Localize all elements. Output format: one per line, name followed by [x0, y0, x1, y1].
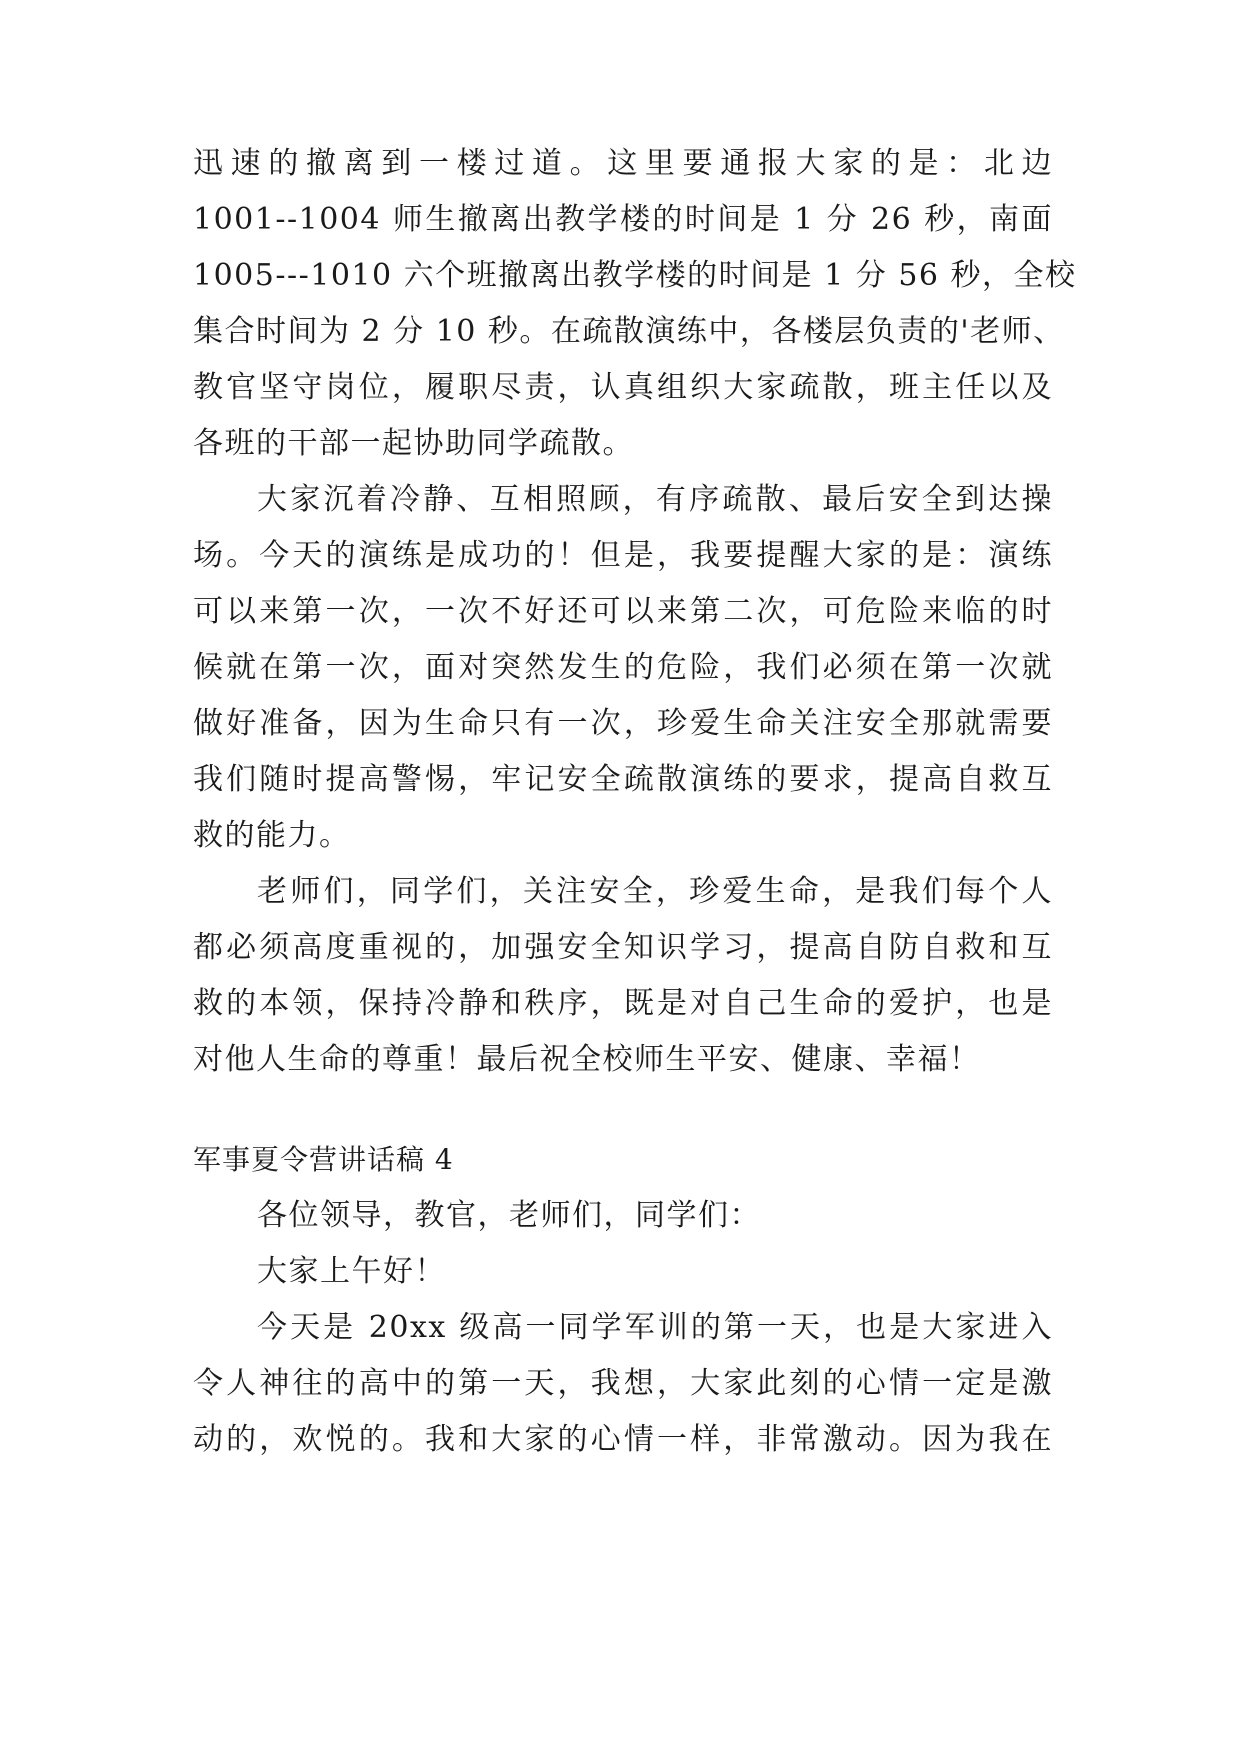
document-page	[193, 0, 1077, 1754]
greeting: 各位领导，教官，老师们，同学们：	[257, 1198, 761, 1233]
paragraph-3-line-4: 对他人生命的尊重！最后祝全校师生平安、健康、幸福！	[193, 1042, 981, 1077]
paragraph-2-line-1: 大家沉着冷静、互相照顾，有序疏散、最后安全到达操	[257, 482, 1053, 517]
paragraph-2-line-5: 做好准备，因为生命只有一次，珍爱生命关注安全那就需要	[193, 706, 1053, 741]
paragraph-3-line-2: 都必须高度重视的，加强安全知识学习，提高自防自救和互	[193, 930, 1053, 965]
final-paragraph-line-1: 今天是 20xx 级高一同学军训的第一天，也是大家进入	[257, 1310, 1053, 1345]
paragraph-1-line-1: 迅速的撤离到一楼过道。这里要通报大家的是：北边	[193, 146, 1053, 181]
paragraph-1-line-6: 各班的干部一起协助同学疏散。	[193, 426, 634, 461]
final-paragraph-line-2: 令人神往的高中的第一天，我想，大家此刻的心情一定是激	[193, 1366, 1053, 1401]
paragraph-2-line-4: 候就在第一次，面对突然发生的危险，我们必须在第一次就	[193, 650, 1053, 685]
paragraph-3-line-3: 救的本领，保持冷静和秩序，既是对自己生命的爱护，也是	[193, 986, 1053, 1021]
paragraph-1-line-4: 集合时间为 2 分 10 秒。在疏散演练中，各楼层负责的'老师、	[193, 314, 1065, 349]
final-paragraph-line-3: 动的，欢悦的。我和大家的心情一样，非常激动。因为我在	[193, 1422, 1053, 1457]
paragraph-2-line-2: 场。今天的演练是成功的！但是，我要提醒大家的是：演练	[193, 538, 1053, 573]
paragraph-2-line-6: 我们随时提高警惕，牢记安全疏散演练的要求，提高自救互	[193, 762, 1053, 797]
salutation: 大家上午好！	[257, 1254, 446, 1289]
paragraph-1-line-3: 1005---1010 六个班撤离出教学楼的时间是 1 分 56 秒，全校	[193, 258, 1077, 293]
paragraph-2-line-7: 救的能力。	[193, 818, 351, 853]
paragraph-1-line-5: 教官坚守岗位，履职尽责，认真组织大家疏散，班主任以及	[193, 370, 1053, 405]
paragraph-2-line-3: 可以来第一次，一次不好还可以来第二次，可危险来临的时	[193, 594, 1053, 629]
paragraph-1-line-2: 1001--1004 师生撤离出教学楼的时间是 1 分 26 秒，南面	[193, 202, 1053, 237]
paragraph-3-line-1: 老师们，同学们，关注安全，珍爱生命，是我们每个人	[257, 874, 1053, 909]
section-heading: 军事夏令营讲话稿 4	[193, 1143, 454, 1176]
